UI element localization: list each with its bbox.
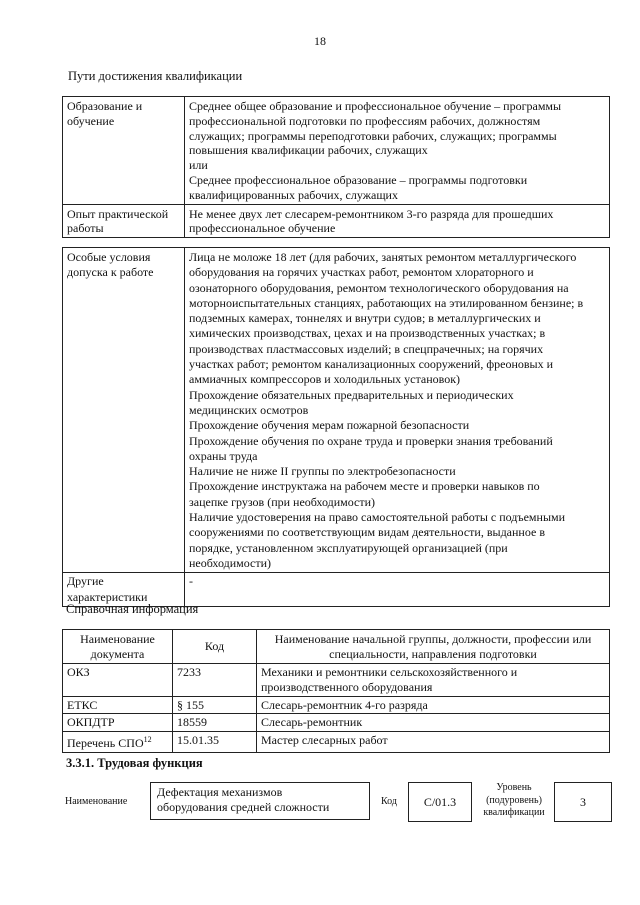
page-number: 18 bbox=[314, 34, 326, 48]
row-label: характеристики bbox=[67, 589, 148, 604]
table-row bbox=[63, 248, 610, 573]
table-row bbox=[63, 97, 610, 205]
name-cell bbox=[257, 664, 610, 697]
text-line: Наличие удостоверения на право самостоятельной работы с подъемными bbox=[189, 510, 566, 525]
header-name bbox=[257, 630, 610, 664]
value-cell bbox=[185, 97, 610, 205]
text-line: или bbox=[189, 158, 208, 173]
reference-table bbox=[62, 629, 610, 753]
header-text: документа bbox=[90, 646, 145, 661]
text-line: Среднее общее образование и профессиональное обучение – программы bbox=[189, 99, 562, 113]
name-text: Слесарь-ремонтник bbox=[261, 715, 363, 730]
value-cell bbox=[185, 204, 610, 238]
row-label: Опыт практической bbox=[67, 206, 169, 221]
text-line: озонаторного оборудования, ремонтом технологического оборудования на bbox=[189, 280, 569, 295]
label-cell bbox=[63, 97, 185, 205]
row-label: Особые условия bbox=[67, 250, 151, 264]
header-text: специальности, направления подготовки bbox=[329, 646, 537, 661]
admission-conditions-table bbox=[62, 247, 610, 607]
name-text: Слесарь-ремонтник 4-го разряда bbox=[261, 697, 428, 712]
text-line: химических производствах, цехах и на производственных участках; в bbox=[189, 326, 546, 341]
text-line: сооружениями по соответствующим видам деятельности, выданное в bbox=[189, 525, 545, 540]
text-line: - bbox=[189, 574, 193, 589]
text-line: профессиональное обучение bbox=[189, 221, 336, 236]
text-line: моторноиспытательных станциях, работающих на этилированном бензине; в bbox=[189, 295, 584, 310]
text-line: необходимости) bbox=[189, 555, 272, 570]
qualification-paths-heading: Пути достижения квалификации bbox=[68, 69, 243, 83]
qualification-paths-table bbox=[62, 96, 610, 238]
function-code-value: C/01.3 bbox=[423, 794, 457, 809]
text-line: Не менее двух лет слесарем-ремонтником 3-го разряда для прошедших bbox=[189, 206, 554, 221]
text-line: служащих; программы переподготовки рабочих, служащих; программы bbox=[189, 128, 557, 143]
text-line: порядке, установленном эксплуатирующей организацией (при bbox=[189, 540, 508, 555]
footnote-marker: 12 bbox=[143, 735, 152, 745]
table-row bbox=[63, 696, 610, 714]
table-row bbox=[63, 714, 610, 732]
doc-cell: ОКПДТР bbox=[63, 714, 173, 732]
function-name-box bbox=[150, 782, 370, 820]
value-cell bbox=[185, 248, 610, 573]
header-code: Код bbox=[173, 630, 257, 664]
text-line: аммиачных компрессоров и холодильных установок) bbox=[189, 372, 461, 387]
row-label: Другие bbox=[67, 574, 104, 589]
level-label-text: Уровень bbox=[496, 782, 532, 793]
text-line: Среднее профессиональное образование – программы подготовки bbox=[189, 172, 528, 187]
row-label: обучение bbox=[67, 113, 115, 128]
row-label: допуска к работе bbox=[67, 265, 154, 280]
text-line: подземных камерах, тоннелях и внутри судов; в металлургических и bbox=[189, 311, 541, 326]
function-name-text: Дефектация механизмов bbox=[157, 785, 283, 799]
header-doc bbox=[63, 630, 173, 664]
name-cell bbox=[257, 714, 610, 732]
text-line: Прохождение обучения мерам пожарной безопасности bbox=[189, 418, 470, 433]
text-line: повышения квалификации рабочих, служащих bbox=[189, 143, 428, 158]
doc-cell bbox=[63, 732, 173, 753]
text-line: охраны труда bbox=[189, 448, 258, 463]
level-label-text: (подуровень) bbox=[486, 794, 542, 806]
doc-text: Перечень СПО bbox=[67, 736, 144, 751]
qualification-level-value: 3 bbox=[580, 794, 586, 809]
text-line: участках работ; ремонтом канализационных сооружений, фреоновых и bbox=[189, 357, 554, 372]
text-line: квалифицированных рабочих, служащих bbox=[189, 187, 398, 202]
header-text: Наименование bbox=[80, 631, 155, 646]
function-name-text: оборудования средней сложности bbox=[157, 799, 330, 814]
table-row bbox=[63, 664, 610, 697]
table-header-row bbox=[63, 630, 610, 664]
row-label: работы bbox=[67, 221, 104, 236]
text-line: оборудования на горячих участках работ, ремонтом хлораторного и bbox=[189, 265, 534, 280]
qualification-level-label bbox=[478, 782, 550, 820]
text-line: Прохождение обязательных предварительных и периодических bbox=[189, 387, 514, 402]
function-code-box bbox=[408, 782, 472, 822]
labor-function-heading: 3.3.1. Трудовая функция bbox=[66, 756, 203, 770]
qualification-level-box bbox=[554, 782, 612, 822]
label-cell bbox=[63, 204, 185, 238]
name-cell bbox=[257, 696, 610, 714]
code-cell: 18559 bbox=[173, 714, 257, 732]
code-cell: 7233 bbox=[173, 664, 257, 697]
text-line: Прохождение обучения по охране труда и проверки знания требований bbox=[189, 433, 553, 448]
name-text: Мастер слесарных работ bbox=[261, 733, 388, 748]
text-line: зацепке грузов (при необходимости) bbox=[189, 494, 376, 509]
label-cell bbox=[63, 248, 185, 573]
function-name-label: Наименование bbox=[65, 796, 128, 807]
code-cell: 15.01.35 bbox=[173, 732, 257, 753]
header-text: Наименование начальной группы, должности, профессии или bbox=[274, 631, 592, 646]
function-code-label: Код bbox=[381, 796, 397, 807]
doc-cell: ОКЗ bbox=[63, 664, 173, 697]
text-line: медицинских осмотров bbox=[189, 402, 309, 417]
text-line: производствах пластмассовых изделий; в спецпрачечных; на горячих bbox=[189, 341, 544, 356]
name-text: Механики и ремонтники сельскохозяйственного и bbox=[261, 665, 518, 679]
table-row bbox=[63, 204, 610, 238]
reference-heading: Справочная информация bbox=[66, 602, 199, 616]
row-label: Образование и bbox=[67, 99, 143, 113]
code-cell: § 155 bbox=[173, 696, 257, 714]
level-label-text: квалификации bbox=[483, 807, 545, 818]
text-line: Лица не моложе 18 лет (для рабочих, занятых ремонтом металлургического bbox=[189, 250, 577, 264]
table-row bbox=[63, 732, 610, 753]
text-line: профессиональной подготовки по профессиям рабочих, должностям bbox=[189, 113, 541, 128]
name-cell bbox=[257, 732, 610, 753]
text-line: Наличие не ниже II группы по электробезопасности bbox=[189, 464, 456, 479]
text-line: Прохождение инструктажа на рабочем месте и проверки навыков по bbox=[189, 479, 540, 494]
doc-cell: ЕТКС bbox=[63, 696, 173, 714]
name-text: производственного оборудования bbox=[261, 679, 433, 694]
value-cell bbox=[185, 573, 610, 607]
